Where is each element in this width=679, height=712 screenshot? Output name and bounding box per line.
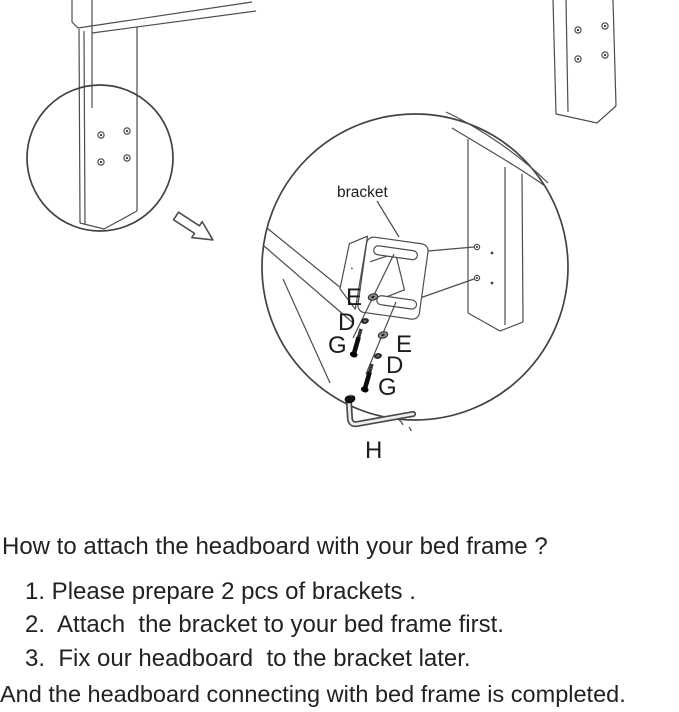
tick-mark-1 bbox=[399, 420, 403, 425]
spring-washer-label-1: D bbox=[338, 309, 356, 336]
zoom-arrow-icon bbox=[171, 208, 218, 248]
detail-view bbox=[262, 112, 568, 464]
post-bolt-holes bbox=[474, 244, 493, 284]
instructions-heading: How to attach the headboard with your bed frame ? bbox=[2, 533, 548, 560]
bolt-label-1: G bbox=[328, 332, 347, 359]
tick-mark-2 bbox=[409, 427, 411, 431]
bed-post-top-right bbox=[553, 0, 616, 123]
washer-label-1: E bbox=[346, 284, 363, 311]
leader-line-top-hole bbox=[428, 247, 474, 251]
headboard-left-leg bbox=[27, 0, 256, 231]
instruction-step-1: 1. Please prepare 2 pcs of brackets . bbox=[25, 578, 416, 605]
left-leg-bolt-holes bbox=[98, 128, 130, 165]
spring-washer-2 bbox=[374, 353, 382, 359]
instructions-footer: And the headboard connecting with bed frame is completed. bbox=[0, 681, 626, 707]
instruction-step-3: 3. Fix our headboard to the bracket later. bbox=[25, 645, 471, 672]
magnifier-circle-small bbox=[27, 85, 173, 231]
washer-2 bbox=[378, 331, 389, 339]
bed-frame-post bbox=[468, 139, 523, 331]
allen-key-label: H bbox=[365, 437, 383, 464]
instruction-step-2: 2. Attach the bracket to your bed frame first. bbox=[25, 611, 504, 638]
bracket-leader-line bbox=[377, 201, 399, 237]
bolt-2 bbox=[360, 363, 376, 393]
bolt-label-2: G bbox=[378, 374, 397, 401]
leader-line-bottom-hole bbox=[420, 279, 474, 298]
spring-washer-label-2: D bbox=[386, 352, 404, 379]
right-post-bolt-holes bbox=[575, 23, 608, 62]
bracket-label: bracket bbox=[337, 184, 388, 201]
bed-rail-corner-curves bbox=[446, 112, 548, 186]
washer-label-2: E bbox=[396, 331, 413, 358]
